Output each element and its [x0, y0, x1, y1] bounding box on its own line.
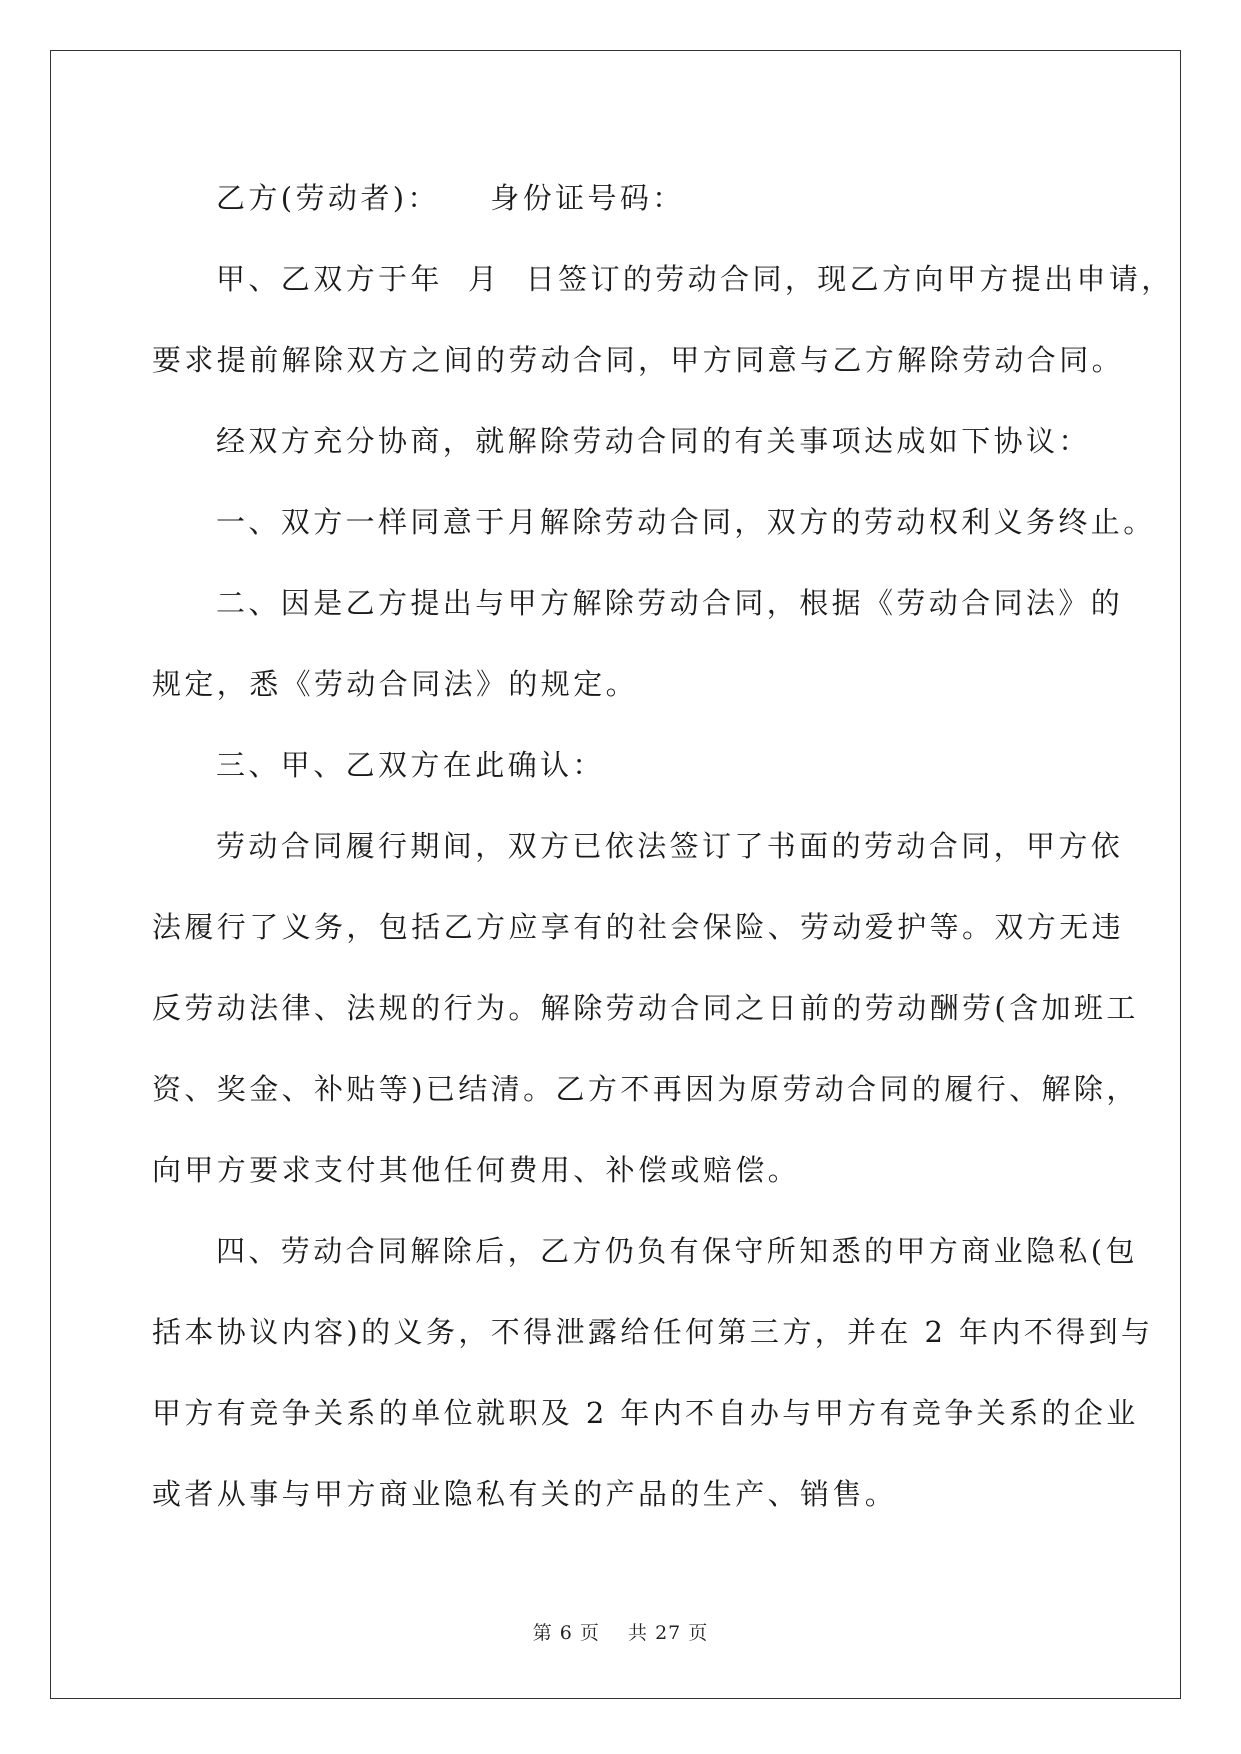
paragraph-line: 括本协议内容)的义务，不得泄露给任何第三方，并在 2 年内不得到与	[152, 1315, 1154, 1349]
paragraph-line: 资、奖金、补贴等)已结清。乙方不再因为原劳动合同的履行、解除，	[152, 1072, 1139, 1106]
paragraph	[152, 806, 1139, 1211]
page-footer	[0, 1618, 1241, 1645]
paragraph-line: 要求提前解除双方之间的劳动合同，甲方同意与乙方解除劳动合同。	[152, 343, 1125, 377]
paragraph-line: 法履行了义务，包括乙方应享有的社会保险、劳动爱护等。双方无违	[152, 910, 1125, 944]
paragraph-line: 一、双方一样同意于月解除劳动合同，双方的劳动权利义务终止。	[216, 505, 1156, 539]
paragraph-line: 二、因是乙方提出与甲方解除劳动合同，根据《劳动合同法》的	[216, 586, 1124, 620]
paragraph	[152, 239, 1174, 401]
paragraph	[152, 158, 1092, 239]
paragraph-line: 三、甲、乙双方在此确认：	[216, 748, 605, 782]
page-number: 第 6 页	[532, 1622, 600, 1644]
paragraph-line: 经双方充分协商，就解除劳动合同的有关事项达成如下协议：	[216, 424, 1091, 458]
paragraph	[152, 401, 1092, 482]
paragraph	[152, 563, 1124, 725]
page-total: 共 27 页	[628, 1622, 709, 1644]
paragraph	[152, 482, 1156, 563]
paragraph	[152, 725, 1092, 806]
paragraph	[152, 1211, 1154, 1535]
paragraph-line: 向甲方要求支付其他任何费用、补偿或赔偿。	[152, 1153, 801, 1187]
paragraph-line: 反劳动法律、法规的行为。解除劳动合同之日前的劳动酬劳(含加班工	[152, 991, 1139, 1025]
document-body	[152, 158, 1174, 1535]
paragraph-line: 规定，悉《劳动合同法》的规定。	[152, 667, 639, 701]
paragraph-line: 甲、乙双方于年 月 日签订的劳动合同，现乙方向甲方提出申请，	[216, 262, 1174, 296]
paragraph-line: 甲方有竞争关系的单位就职及 2 年内不自办与甲方有竞争关系的企业	[152, 1396, 1139, 1430]
paragraph-line: 劳动合同履行期间，双方已依法签订了书面的劳动合同，甲方依	[216, 829, 1124, 863]
paragraph-line: 四、劳动合同解除后，乙方仍负有保守所知悉的甲方商业隐私(包	[216, 1234, 1138, 1268]
paragraph-line: 乙方(劳动者)： 身份证号码：	[216, 181, 685, 215]
paragraph-line: 或者从事与甲方商业隐私有关的产品的生产、销售。	[152, 1477, 898, 1511]
